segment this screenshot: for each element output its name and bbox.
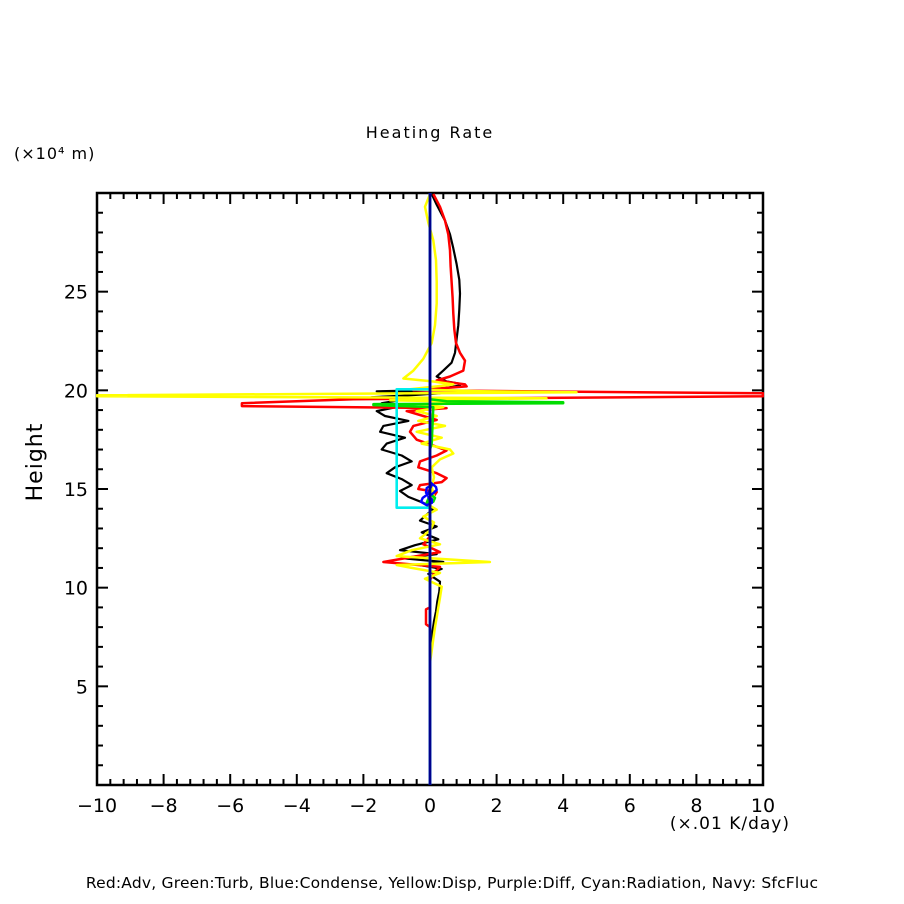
y-tick-label: 15: [63, 479, 88, 501]
x-tick-label: −2: [349, 795, 378, 817]
x-tick-label: 6: [623, 795, 636, 817]
x-tick-label: 0: [423, 795, 437, 817]
series-group: [97, 193, 763, 785]
y-tick-label: 10: [63, 577, 88, 600]
x-tick-label: −10: [76, 795, 118, 817]
x-tick-label: −6: [216, 795, 245, 817]
x-axis-unit-label: (×.01 K/day): [669, 814, 790, 834]
chart-title: Heating Rate: [365, 123, 495, 142]
series-Adv: [242, 194, 763, 657]
x-tick-label: 8: [690, 795, 703, 817]
x-tick-label: 4: [557, 795, 570, 817]
y-tick-label: 25: [63, 281, 88, 304]
y-tick-label: 5: [75, 676, 88, 699]
x-tick-label: 10: [750, 795, 776, 817]
y-tick-label: 20: [63, 380, 88, 403]
series-Disp: [97, 194, 577, 663]
legend-text: Red:Adv, Green:Turb, Blue:Condense, Yellow:Disp, Purple:Diff, Cyan:Radiation, Navy: SfcFluc: [85, 874, 819, 892]
x-tick-label: −4: [282, 795, 311, 817]
y-axis-title: Height: [23, 422, 48, 502]
x-tick-label: −8: [149, 795, 178, 817]
series-total-black-unlabeled: [372, 194, 460, 661]
y-axis-unit-label: (×10⁴ m): [14, 144, 96, 163]
x-tick-label: 2: [490, 795, 503, 817]
